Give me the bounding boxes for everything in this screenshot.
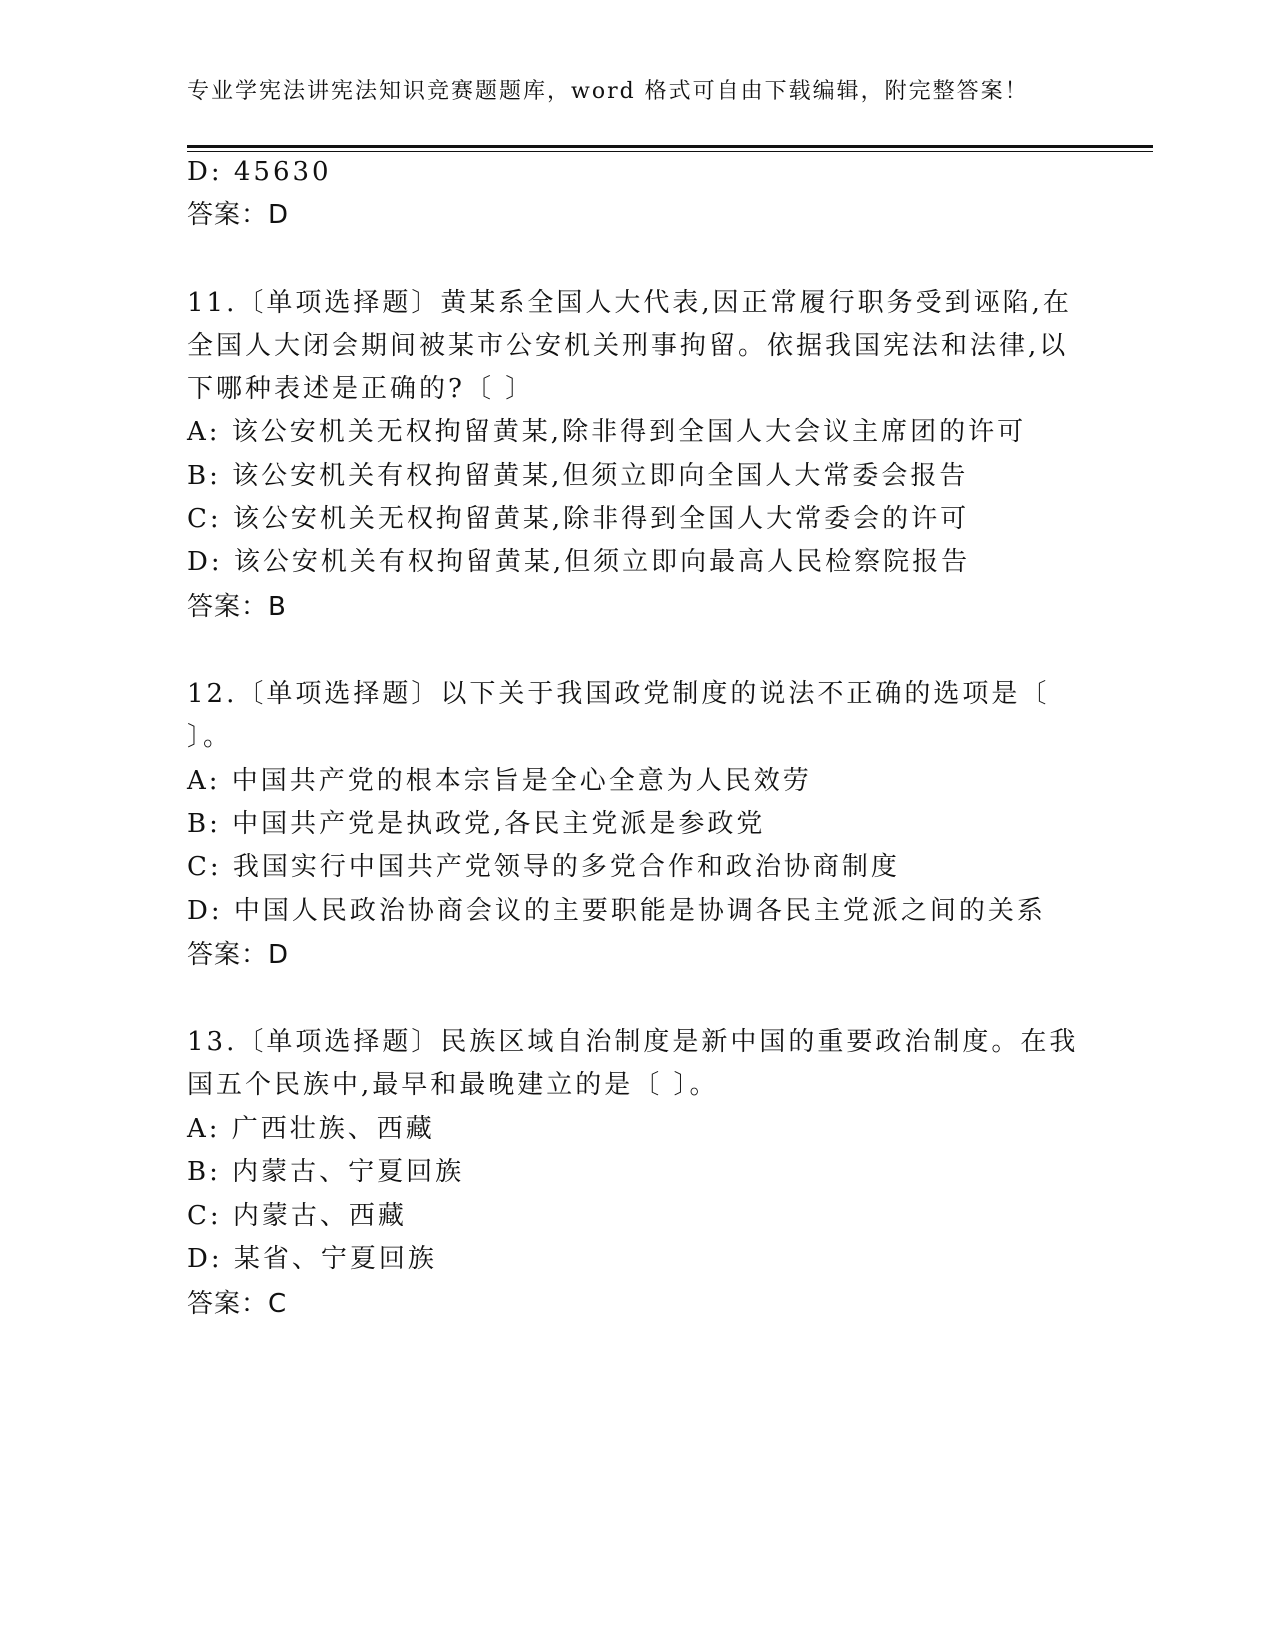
question-11-answer: 答案：B [187,592,287,622]
question-12-stem-line-1: 12.〔单项选择题〕以下关于我国政党制度的说法不正确的选项是〔 [187,679,1050,709]
question-13-stem-line-2: 国五个民族中,最早和最晚建立的是〔 〕。 [187,1070,719,1100]
question-12-stem-line-2: 〕。 [187,722,233,752]
question-13-option-c: C: 内蒙古、西藏 [187,1201,407,1231]
question-11-stem-line-3: 下哪种表述是正确的?〔 〕 [187,374,535,404]
question-11-stem-line-2: 全国人大闭会期间被某市公安机关刑事拘留。依据我国宪法和法律,以 [187,331,1069,361]
header-rule-thick [187,145,1153,148]
question-11-stem-line-1: 11.〔单项选择题〕黄某系全国人大代表,因正常履行职务受到诬陷,在 [187,288,1072,318]
question-11-option-d: D: 该公安机关有权拘留黄某,但须立即向最高人民检察院报告 [187,547,971,577]
question-13-option-d: D: 某省、宁夏回族 [187,1244,437,1274]
carryover-answer: 答案：D [187,200,290,230]
page-header: 专业学宪法讲宪法知识竞赛题题库，word 格式可自由下载编辑，附完整答案！ [187,79,1029,104]
question-12-option-a: A: 中国共产党的根本宗旨是全心全意为人民效劳 [187,766,812,796]
question-13-option-a: A: 广西壮族、西藏 [187,1114,435,1144]
question-13-answer: 答案：C [187,1289,288,1319]
question-12-answer: 答案：D [187,940,290,970]
question-11-option-b: B: 该公安机关有权拘留黄某,但须立即向全国人大常委会报告 [187,461,969,491]
question-13-stem-line-1: 13.〔单项选择题〕民族区域自治制度是新中国的重要政治制度。在我 [187,1027,1079,1057]
question-12-option-d: D: 中国人民政治协商会议的主要职能是协调各民主党派之间的关系 [187,896,1046,926]
question-12-option-c: C: 我国实行中国共产党领导的多党合作和政治协商制度 [187,852,900,882]
carryover-option-d: D: 45630 [187,157,332,187]
question-12-option-b: B: 中国共产党是执政党,各民主党派是参政党 [187,809,766,839]
question-11-option-a: A: 该公安机关无权拘留黄某,除非得到全国人大会议主席团的许可 [187,417,1027,447]
header-rule-thin [187,151,1153,152]
question-13-option-b: B: 内蒙古、宁夏回族 [187,1157,465,1187]
question-11-option-c: C: 该公安机关无权拘留黄某,除非得到全国人大常委会的许可 [187,504,970,534]
